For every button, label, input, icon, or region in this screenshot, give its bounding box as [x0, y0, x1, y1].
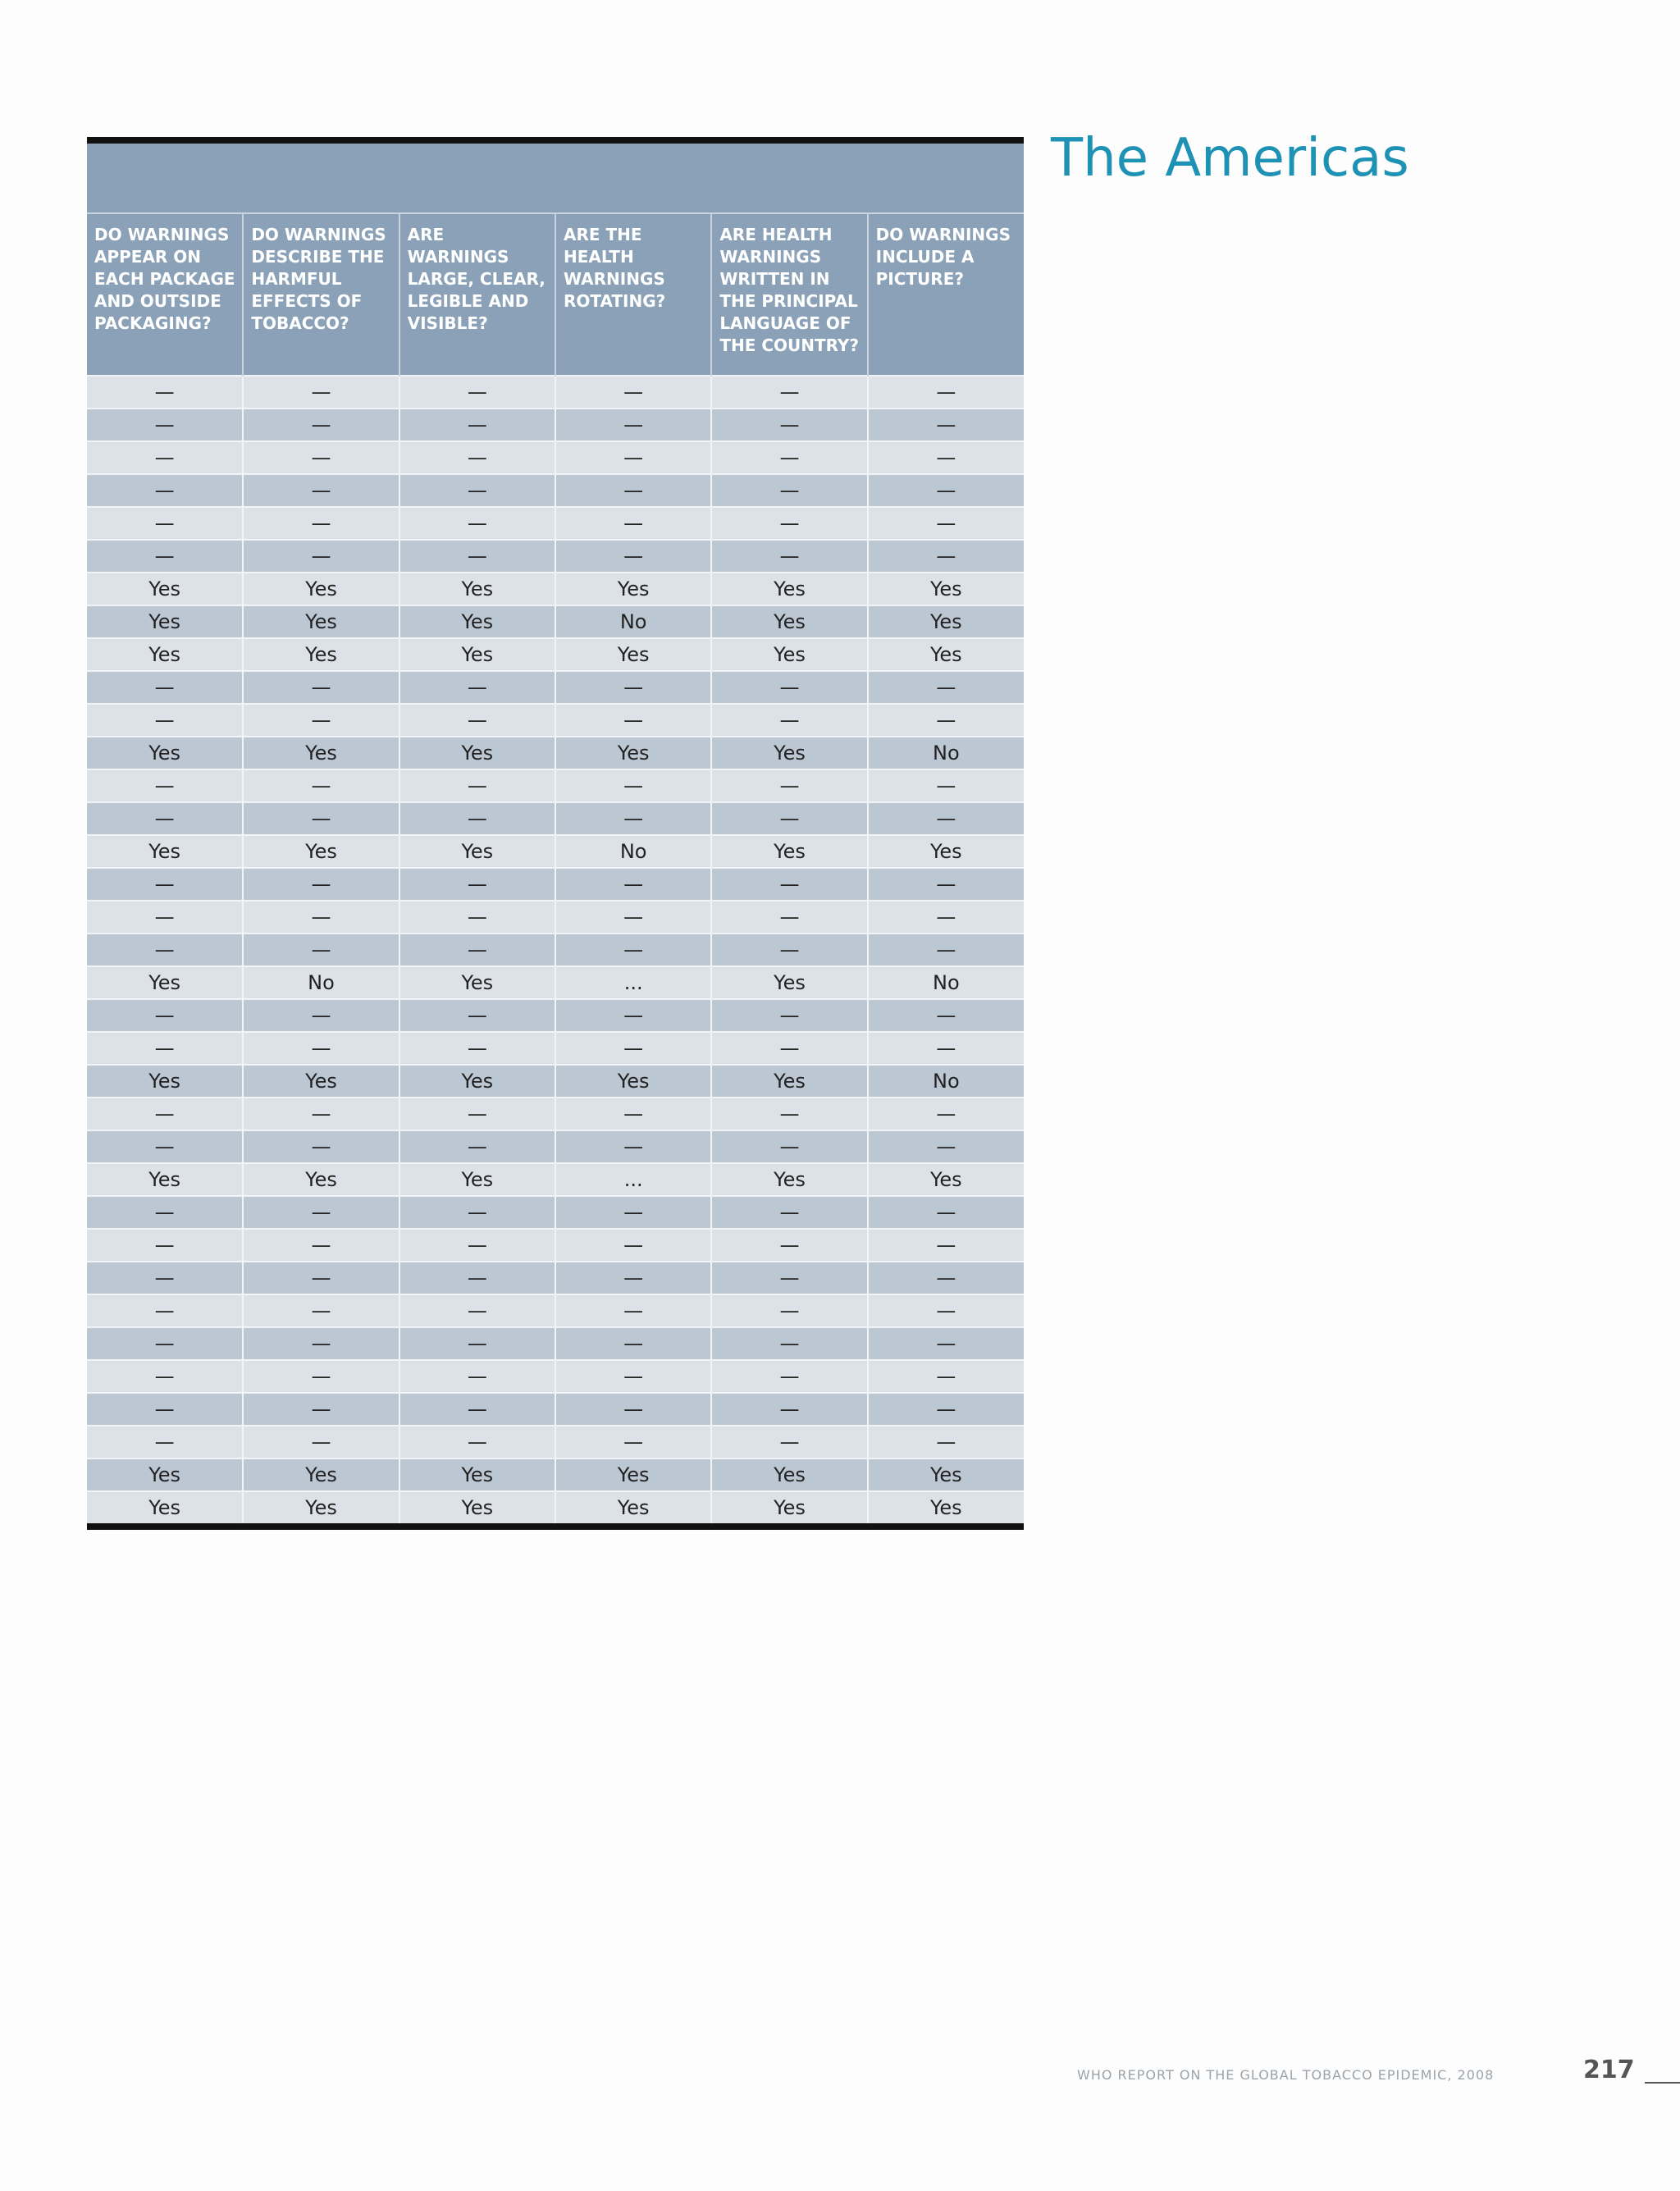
table-cell: — — [711, 1032, 867, 1065]
table-row — [87, 671, 1024, 704]
table-cell: No — [868, 966, 1024, 999]
table-cell: — — [243, 704, 399, 737]
table-cell: — — [243, 1360, 399, 1393]
table-cell: — — [868, 1032, 1024, 1065]
table-cell: — — [868, 1426, 1024, 1458]
table-cell: Yes — [555, 737, 711, 769]
table-cell: — — [399, 1294, 555, 1327]
table-cell: — — [868, 802, 1024, 835]
table-cell: — — [399, 1262, 555, 1294]
table-cell: — — [711, 540, 867, 573]
header-row — [87, 213, 1024, 376]
table-row — [87, 1098, 1024, 1130]
column-header-describe-harmful-effects: DO WARNINGS DESCRIBE THE HARMFUL EFFECTS OF TOBACCO? — [243, 213, 399, 376]
table-cell: Yes — [87, 573, 243, 605]
table-cell: — — [711, 1098, 867, 1130]
table-row — [87, 1262, 1024, 1294]
column-header-appear-on-package: DO WARNINGS APPEAR ON EACH PACKAGE AND OUTSIDE PACKAGING? — [87, 213, 243, 376]
table-cell: No — [868, 737, 1024, 769]
table-cell: — — [711, 1426, 867, 1458]
table-cell: — — [711, 1294, 867, 1327]
table-cell: — — [87, 933, 243, 966]
table-cell: — — [399, 507, 555, 540]
table-row — [87, 1393, 1024, 1426]
table-cell: — — [87, 1360, 243, 1393]
table-cell: — — [87, 769, 243, 802]
table-cell: — — [399, 671, 555, 704]
table-row — [87, 474, 1024, 507]
table-cell: Yes — [555, 1491, 711, 1523]
table-cell: — — [555, 1229, 711, 1262]
table-cell: — — [87, 1229, 243, 1262]
table-cell: — — [243, 507, 399, 540]
table-row — [87, 1327, 1024, 1360]
page-number: 217 — [1583, 2056, 1635, 2084]
table-cell: Yes — [399, 1163, 555, 1196]
table-row — [87, 1065, 1024, 1098]
table-cell: Yes — [711, 966, 867, 999]
column-header-rotating: ARE THE HEALTH WARNINGS ROTATING? — [555, 213, 711, 376]
table-cell: Yes — [243, 1491, 399, 1523]
table-cell: — — [868, 868, 1024, 901]
table-cell: — — [711, 409, 867, 441]
column-header-large-clear-legible: ARE WARNINGS LARGE, CLEAR, LEGIBLE AND VISIBLE? — [399, 213, 555, 376]
table-cell: — — [868, 1294, 1024, 1327]
table-cell: — — [243, 868, 399, 901]
table-cell: — — [868, 507, 1024, 540]
table-cell: Yes — [399, 1065, 555, 1098]
table-cell: — — [399, 1426, 555, 1458]
table-cell: — — [399, 1032, 555, 1065]
table-cell: — — [87, 1098, 243, 1130]
table-row — [87, 1426, 1024, 1458]
table-cell: ... — [555, 1163, 711, 1196]
table-cell: — — [711, 1262, 867, 1294]
table-row — [87, 802, 1024, 835]
table-cell: Yes — [243, 835, 399, 868]
table-cell: — — [711, 999, 867, 1032]
table-row — [87, 1294, 1024, 1327]
table-cell: — — [399, 1327, 555, 1360]
table-cell: — — [868, 474, 1024, 507]
table-row — [87, 540, 1024, 573]
table-row — [87, 966, 1024, 999]
table-cell: Yes — [87, 638, 243, 671]
table-cell: — — [868, 376, 1024, 409]
table-cell: — — [243, 671, 399, 704]
table-cell: Yes — [399, 605, 555, 638]
table-cell: — — [868, 901, 1024, 933]
table-cell: Yes — [711, 605, 867, 638]
table-cell: — — [555, 802, 711, 835]
table-row — [87, 1032, 1024, 1065]
table-cell: — — [399, 1196, 555, 1229]
table-cell: — — [868, 1262, 1024, 1294]
table-cell: — — [243, 441, 399, 474]
footer-report-title: WHO REPORT ON THE GLOBAL TOBACCO EPIDEMIC, 2008 — [1077, 2067, 1495, 2083]
table-cell: — — [555, 474, 711, 507]
table-cell: — — [243, 1294, 399, 1327]
table-cell: — — [243, 1032, 399, 1065]
table-cell: — — [87, 1294, 243, 1327]
table-cell: — — [399, 704, 555, 737]
table-cell: Yes — [399, 737, 555, 769]
table-cell: — — [711, 1196, 867, 1229]
table-row — [87, 573, 1024, 605]
table-row — [87, 933, 1024, 966]
table-cell: — — [87, 1262, 243, 1294]
table-row — [87, 1458, 1024, 1491]
table-cell: Yes — [87, 1491, 243, 1523]
table-header-band — [87, 144, 1024, 212]
table-cell: — — [868, 1098, 1024, 1130]
table-cell: No — [868, 1065, 1024, 1098]
table-cell: Yes — [711, 1163, 867, 1196]
table-cell: — — [399, 868, 555, 901]
table-cell: — — [711, 507, 867, 540]
table-cell: Yes — [87, 1458, 243, 1491]
table-cell: Yes — [868, 1458, 1024, 1491]
column-header-principal-language: ARE HEALTH WARNINGS WRITTEN IN THE PRINCIPAL LANGUAGE OF THE COUNTRY? — [711, 213, 867, 376]
table-cell: Yes — [399, 1458, 555, 1491]
table-row — [87, 1130, 1024, 1163]
table-cell: Yes — [555, 638, 711, 671]
table-cell: — — [399, 1229, 555, 1262]
table-cell: — — [87, 409, 243, 441]
table-cell: — — [868, 540, 1024, 573]
table-cell: — — [555, 376, 711, 409]
table-cell: — — [399, 441, 555, 474]
table-row — [87, 507, 1024, 540]
table-cell: Yes — [868, 605, 1024, 638]
table-cell: Yes — [711, 1491, 867, 1523]
table-cell: — — [399, 1360, 555, 1393]
table-cell: — — [87, 1393, 243, 1426]
table-row — [87, 868, 1024, 901]
table-cell: — — [243, 802, 399, 835]
table-cell: Yes — [711, 1065, 867, 1098]
table-cell: — — [555, 409, 711, 441]
table-cell: — — [87, 1130, 243, 1163]
table-cell: — — [555, 1327, 711, 1360]
table-cell: — — [711, 933, 867, 966]
table-cell: — — [711, 1393, 867, 1426]
table-cell: Yes — [868, 1163, 1024, 1196]
table-cell: — — [711, 704, 867, 737]
warnings-table — [87, 212, 1024, 1523]
table-head — [87, 213, 1024, 376]
table-cell: — — [555, 1262, 711, 1294]
table-cell: Yes — [711, 1458, 867, 1491]
table-cell: — — [243, 376, 399, 409]
table-cell: — — [555, 1360, 711, 1393]
table-row — [87, 1163, 1024, 1196]
table-cell: Yes — [243, 1065, 399, 1098]
table-cell: — — [243, 1327, 399, 1360]
table-cell: Yes — [87, 835, 243, 868]
table-cell: — — [555, 868, 711, 901]
table-cell: Yes — [243, 1458, 399, 1491]
table-cell: — — [87, 376, 243, 409]
table-row — [87, 441, 1024, 474]
table-cell: Yes — [868, 835, 1024, 868]
table-cell: No — [243, 966, 399, 999]
table-cell: — — [399, 769, 555, 802]
table-cell: Yes — [711, 835, 867, 868]
table-cell: Yes — [711, 737, 867, 769]
table-cell: — — [243, 1196, 399, 1229]
table-cell: — — [399, 1130, 555, 1163]
table-cell: — — [87, 1426, 243, 1458]
table-cell: ... — [555, 966, 711, 999]
table-cell: — — [399, 933, 555, 966]
table-cell: — — [555, 1196, 711, 1229]
table-cell: — — [711, 802, 867, 835]
table-cell: Yes — [868, 1491, 1024, 1523]
table-cell: — — [555, 1393, 711, 1426]
table-cell: — — [868, 671, 1024, 704]
table-cell: — — [555, 507, 711, 540]
table-cell: — — [868, 409, 1024, 441]
table-cell: — — [243, 999, 399, 1032]
column-header-include-picture: DO WARNINGS INCLUDE A PICTURE? — [868, 213, 1024, 376]
table-cell: Yes — [399, 835, 555, 868]
table-cell: — — [87, 901, 243, 933]
table-row — [87, 638, 1024, 671]
table-cell: — — [555, 1130, 711, 1163]
table-cell: — — [868, 441, 1024, 474]
table-cell: — — [243, 933, 399, 966]
table-cell: — — [555, 704, 711, 737]
table-body — [87, 376, 1024, 1523]
table-cell: — — [555, 769, 711, 802]
table-cell: Yes — [243, 638, 399, 671]
table-row — [87, 1491, 1024, 1523]
table-cell: Yes — [243, 1163, 399, 1196]
table-cell: Yes — [399, 638, 555, 671]
table-row — [87, 704, 1024, 737]
table-cell: — — [87, 507, 243, 540]
table-cell: — — [243, 1229, 399, 1262]
table-cell: — — [87, 671, 243, 704]
table-cell: — — [243, 901, 399, 933]
table-cell: — — [87, 1196, 243, 1229]
table-cell: — — [87, 1327, 243, 1360]
table-cell: — — [87, 868, 243, 901]
table-cell: — — [399, 802, 555, 835]
table-row — [87, 737, 1024, 769]
table-cell: Yes — [87, 605, 243, 638]
table-cell: Yes — [87, 966, 243, 999]
table-cell: — — [87, 802, 243, 835]
table-cell: — — [711, 1130, 867, 1163]
table-cell: — — [555, 540, 711, 573]
table-cell: Yes — [243, 737, 399, 769]
table-row — [87, 1229, 1024, 1262]
table-cell: — — [555, 441, 711, 474]
table-cell: — — [399, 409, 555, 441]
table-cell: — — [555, 1426, 711, 1458]
table-cell: — — [711, 868, 867, 901]
table-cell: Yes — [399, 966, 555, 999]
table-cell: No — [555, 605, 711, 638]
table-cell: — — [87, 540, 243, 573]
table-cell: Yes — [711, 638, 867, 671]
table-row — [87, 605, 1024, 638]
table-cell: — — [243, 409, 399, 441]
table-cell: — — [555, 1032, 711, 1065]
table-cell: — — [399, 376, 555, 409]
table-row — [87, 901, 1024, 933]
table-cell: — — [399, 1098, 555, 1130]
table-cell: — — [868, 1196, 1024, 1229]
table-cell: Yes — [711, 573, 867, 605]
table-cell: Yes — [87, 1163, 243, 1196]
table-cell: — — [243, 769, 399, 802]
table-cell: Yes — [243, 573, 399, 605]
table-cell: — — [243, 1130, 399, 1163]
table-cell: Yes — [243, 605, 399, 638]
table-cell: — — [868, 1130, 1024, 1163]
table-cell: — — [555, 1098, 711, 1130]
table-cell: — — [555, 933, 711, 966]
table-cell: — — [711, 671, 867, 704]
table-cell: — — [868, 704, 1024, 737]
warnings-table-container — [87, 137, 1024, 1530]
page-number-rule — [1645, 2082, 1680, 2084]
table-cell: — — [711, 474, 867, 507]
table-cell: — — [868, 999, 1024, 1032]
table-cell: Yes — [87, 737, 243, 769]
table-cell: — — [555, 671, 711, 704]
table-cell: — — [711, 769, 867, 802]
table-cell: Yes — [87, 1065, 243, 1098]
table-cell: — — [87, 999, 243, 1032]
table-cell: — — [711, 376, 867, 409]
table-cell: — — [868, 1229, 1024, 1262]
table-cell: — — [243, 1098, 399, 1130]
table-cell: — — [711, 441, 867, 474]
table-cell: — — [399, 474, 555, 507]
table-cell: Yes — [399, 1491, 555, 1523]
table-cell: — — [711, 1229, 867, 1262]
table-cell: — — [868, 1360, 1024, 1393]
table-cell: — — [555, 1294, 711, 1327]
table-cell: Yes — [868, 638, 1024, 671]
table-cell: — — [399, 1393, 555, 1426]
table-cell: — — [399, 999, 555, 1032]
table-cell: — — [399, 901, 555, 933]
table-cell: — — [243, 540, 399, 573]
table-cell: — — [87, 474, 243, 507]
table-cell: Yes — [555, 1458, 711, 1491]
table-cell: — — [243, 1393, 399, 1426]
table-row — [87, 1360, 1024, 1393]
table-cell: No — [555, 835, 711, 868]
table-cell: — — [87, 704, 243, 737]
table-cell: — — [868, 933, 1024, 966]
table-row — [87, 999, 1024, 1032]
table-row — [87, 835, 1024, 868]
table-cell: — — [87, 441, 243, 474]
table-cell: — — [243, 474, 399, 507]
table-cell: Yes — [399, 573, 555, 605]
table-cell: — — [868, 1393, 1024, 1426]
table-cell: — — [243, 1262, 399, 1294]
table-cell: — — [868, 1327, 1024, 1360]
table-cell: — — [243, 1426, 399, 1458]
table-cell: — — [711, 901, 867, 933]
table-cell: — — [868, 769, 1024, 802]
table-row — [87, 769, 1024, 802]
table-row — [87, 1196, 1024, 1229]
table-row — [87, 376, 1024, 409]
table-cell: Yes — [555, 573, 711, 605]
table-cell: — — [555, 901, 711, 933]
table-cell: Yes — [555, 1065, 711, 1098]
table-cell: — — [87, 1032, 243, 1065]
table-row — [87, 409, 1024, 441]
table-cell: — — [711, 1327, 867, 1360]
table-cell: — — [711, 1360, 867, 1393]
page-title: The Americas — [1051, 128, 1409, 189]
table-cell: — — [555, 999, 711, 1032]
table-cell: Yes — [868, 573, 1024, 605]
table-cell: — — [399, 540, 555, 573]
